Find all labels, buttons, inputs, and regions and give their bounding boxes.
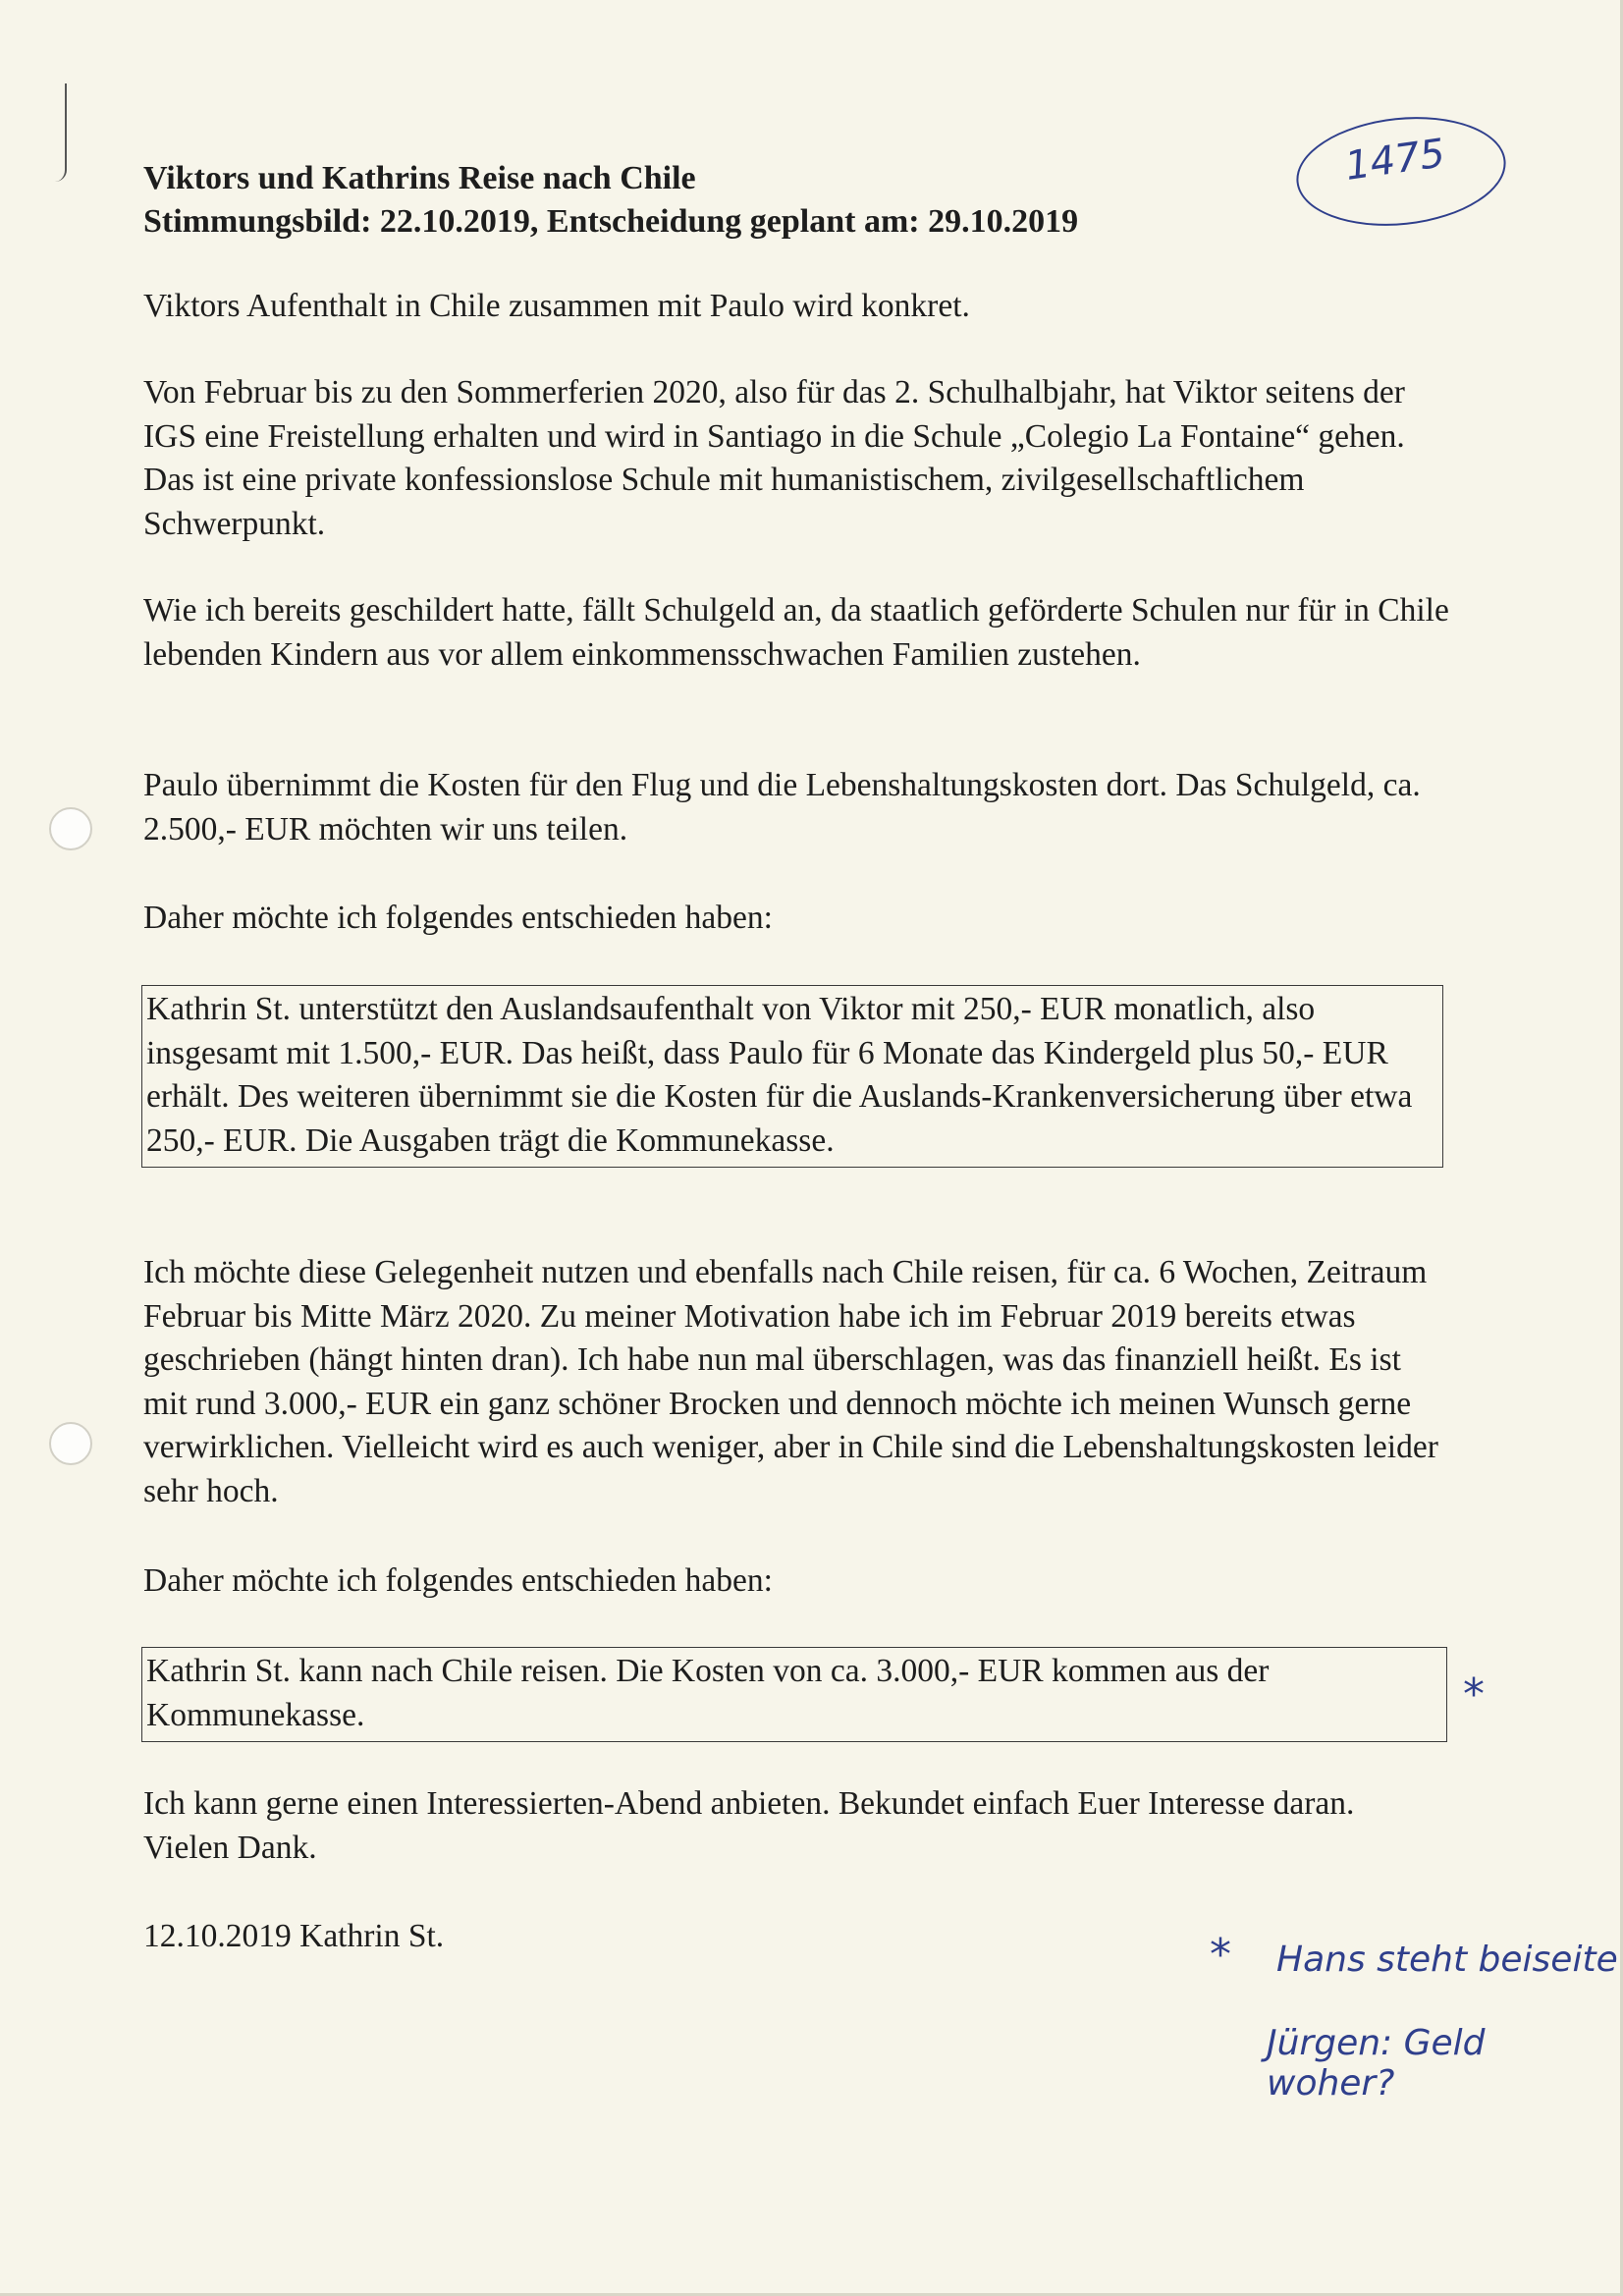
staple-mark	[55, 83, 67, 182]
punch-hole-1	[49, 807, 92, 850]
signature-line: 12.10.2019 Kathrin St.	[143, 1918, 445, 1954]
handwritten-number: 1475	[1342, 131, 1448, 190]
punch-hole-2	[49, 1422, 92, 1465]
title-line-1: Viktors und Kathrins Reise nach Chile	[143, 160, 696, 196]
paragraph-4: Paulo übernimmt die Kosten für den Flug und die Lebenshaltungskosten dort. Das Schulgeld, ca. 2.500,- EUR möchten wir uns teilen.	[143, 767, 1421, 847]
handwritten-star-1: *	[1463, 1669, 1485, 1720]
handwritten-note-line-2: Jürgen: Geld woher?	[1267, 2023, 1486, 2104]
paragraph-2: Von Februar bis zu den Sommerferien 2020, also für das 2. Schulhalbjahr, hat Viktor seitens der IGS eine Freistellung erhalten und wird in Santiago in die Schule „Colegio La Fontaine“ gehen. Das ist eine private konfessionslose Schule mit humanistischem, zivilgesellschaftlichem Schwerpunkt.	[143, 374, 1405, 542]
paragraph-1: Viktors Aufenthalt in Chile zusammen mit Paulo wird konkret.	[143, 288, 970, 324]
decision-box-2: Kathrin St. kann nach Chile reisen. Die Kosten von ca. 3.000,- EUR kommen aus der Kommunekasse.	[141, 1647, 1447, 1742]
handwritten-star-2: *	[1210, 1930, 1231, 1980]
paragraph-3: Wie ich bereits geschildert hatte, fällt Schulgeld an, da staatlich geförderte Schulen nur für in Chile lebenden Kindern aus vor allem einkommensschwachen Familien zustehen.	[143, 592, 1449, 673]
paragraph-6: Ich möchte diese Gelegenheit nutzen und ebenfalls nach Chile reisen, für ca. 6 Wochen, Zeitraum Februar bis Mitte März 2020. Zu meiner Motivation habe ich im Februar 2019 bereits etwas geschrieben (hängt hinten dran). Ich habe nun mal überschlagen, was das finanziell heißt. Es ist mit rund 3.000,- EUR ein ganz schöner Brocken und dennoch möchte ich meinen Wunsch gerne verwirklichen. Vielleicht wird es auch weniger, aber in Chile sind die Lebenshaltungskosten leider sehr hoch.	[143, 1254, 1438, 1509]
paragraph-5: Daher möchte ich folgendes entschieden haben:	[143, 900, 773, 936]
title-line-2: Stimmungsbild: 22.10.2019, Entscheidung geplant am: 29.10.2019	[143, 203, 1079, 240]
handwritten-note-line-1: Hans steht beiseite	[1276, 1940, 1618, 1980]
document-title	[143, 157, 1078, 244]
decision-box-1: Kathrin St. unterstützt den Auslandsaufenthalt von Viktor mit 250,- EUR monatlich, also insgesamt mit 1.500,- EUR. Das heißt, dass Paulo für 6 Monate das Kindergeld plus 50,- EUR erhält. Des weiteren übernimmt sie die Kosten für die Auslands-Krankenversicherung über etwa 250,- EUR. Die Ausgaben trägt die Kommunekasse.	[141, 985, 1443, 1168]
paragraph-7: Daher möchte ich folgendes entschieden haben:	[143, 1562, 773, 1599]
paragraph-8: Ich kann gerne einen Interessierten-Abend anbieten. Bekundet einfach Euer Interesse daran. Vielen Dank.	[143, 1785, 1355, 1866]
